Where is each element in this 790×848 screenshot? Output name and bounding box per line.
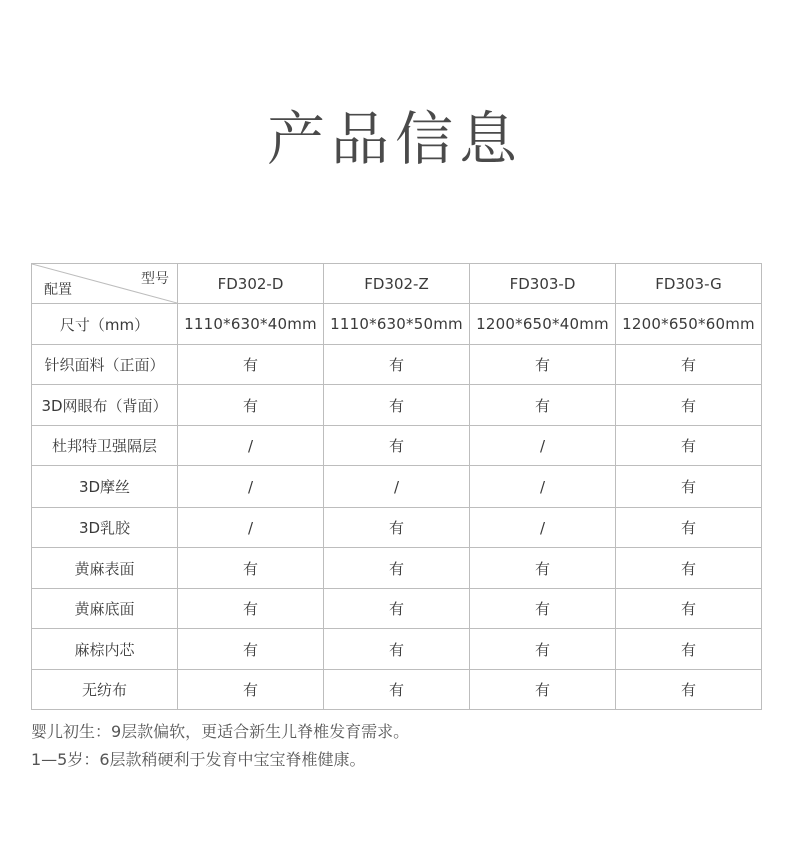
row-label: 无纺布 — [32, 670, 178, 710]
row-label: 麻棕内芯 — [32, 629, 178, 670]
table-row — [32, 426, 762, 466]
column-header-model: FD303-G — [616, 264, 762, 304]
table-row — [32, 385, 762, 426]
table-row — [32, 670, 762, 710]
table-cell: 有 — [178, 589, 324, 629]
table-cell: 有 — [324, 345, 470, 385]
table-cell: 有 — [616, 426, 762, 466]
table-cell: 有 — [470, 670, 616, 710]
corner-label-model: 型号 — [141, 271, 169, 287]
table-cell: 有 — [324, 670, 470, 710]
row-label: 尺寸（mm） — [32, 304, 178, 345]
table-cell: 有 — [616, 345, 762, 385]
table-cell: / — [470, 466, 616, 508]
table-cell: 有 — [470, 345, 616, 385]
table-cell: 有 — [324, 426, 470, 466]
table-cell: 有 — [324, 629, 470, 670]
column-header-model: FD303-D — [470, 264, 616, 304]
note-line: 婴儿初生：9层款偏软，更适合新生儿脊椎发育需求。 — [31, 722, 410, 741]
table-cell: 有 — [616, 508, 762, 548]
table-row — [32, 589, 762, 629]
table-cell: 有 — [178, 670, 324, 710]
note-line: 1—5岁：6层款稍硬利于发育中宝宝脊椎健康。 — [31, 750, 366, 769]
table-cell: / — [324, 466, 470, 508]
table-cell: 有 — [178, 345, 324, 385]
table-cell: 有 — [324, 548, 470, 589]
column-header-model: FD302-Z — [324, 264, 470, 304]
table-cell: 有 — [616, 385, 762, 426]
table-row — [32, 629, 762, 670]
usage-notes — [31, 718, 409, 774]
table-cell: 有 — [324, 385, 470, 426]
table-cell: / — [470, 508, 616, 548]
corner-label-config: 配置 — [44, 282, 72, 298]
table-row — [32, 508, 762, 548]
table-cell: 1200*650*40mm — [470, 304, 616, 345]
table-cell: 有 — [470, 385, 616, 426]
table-cell: 有 — [178, 629, 324, 670]
table-cell: / — [178, 466, 324, 508]
table-cell: 1110*630*40mm — [178, 304, 324, 345]
table-cell: 有 — [616, 670, 762, 710]
table-cell: 有 — [470, 629, 616, 670]
table-cell: 有 — [470, 548, 616, 589]
table-cell: 有 — [178, 548, 324, 589]
table-header-row — [32, 264, 762, 304]
table-cell: 有 — [324, 589, 470, 629]
table-cell: 有 — [178, 385, 324, 426]
table-cell: 有 — [616, 466, 762, 508]
table-cell: 有 — [470, 589, 616, 629]
page-title: 产品信息 — [266, 105, 523, 173]
table-cell: 1110*630*50mm — [324, 304, 470, 345]
table-corner-cell — [32, 264, 178, 304]
row-label: 3D网眼布（背面） — [32, 385, 178, 426]
table-cell: 有 — [616, 629, 762, 670]
table-cell: / — [178, 508, 324, 548]
table-row — [32, 304, 762, 345]
row-label: 杜邦特卫强隔层 — [32, 426, 178, 466]
product-spec-table — [31, 263, 762, 710]
table-cell: 有 — [616, 589, 762, 629]
table-row — [32, 466, 762, 508]
table-row — [32, 548, 762, 589]
table-cell: / — [470, 426, 616, 466]
table-row — [32, 345, 762, 385]
row-label: 3D摩丝 — [32, 466, 178, 508]
table-cell: / — [178, 426, 324, 466]
row-label: 3D乳胶 — [32, 508, 178, 548]
row-label: 黄麻表面 — [32, 548, 178, 589]
table-cell: 有 — [324, 508, 470, 548]
table-cell: 1200*650*60mm — [616, 304, 762, 345]
table-cell: 有 — [616, 548, 762, 589]
column-header-model: FD302-D — [178, 264, 324, 304]
row-label: 针织面料（正面） — [32, 345, 178, 385]
row-label: 黄麻底面 — [32, 589, 178, 629]
